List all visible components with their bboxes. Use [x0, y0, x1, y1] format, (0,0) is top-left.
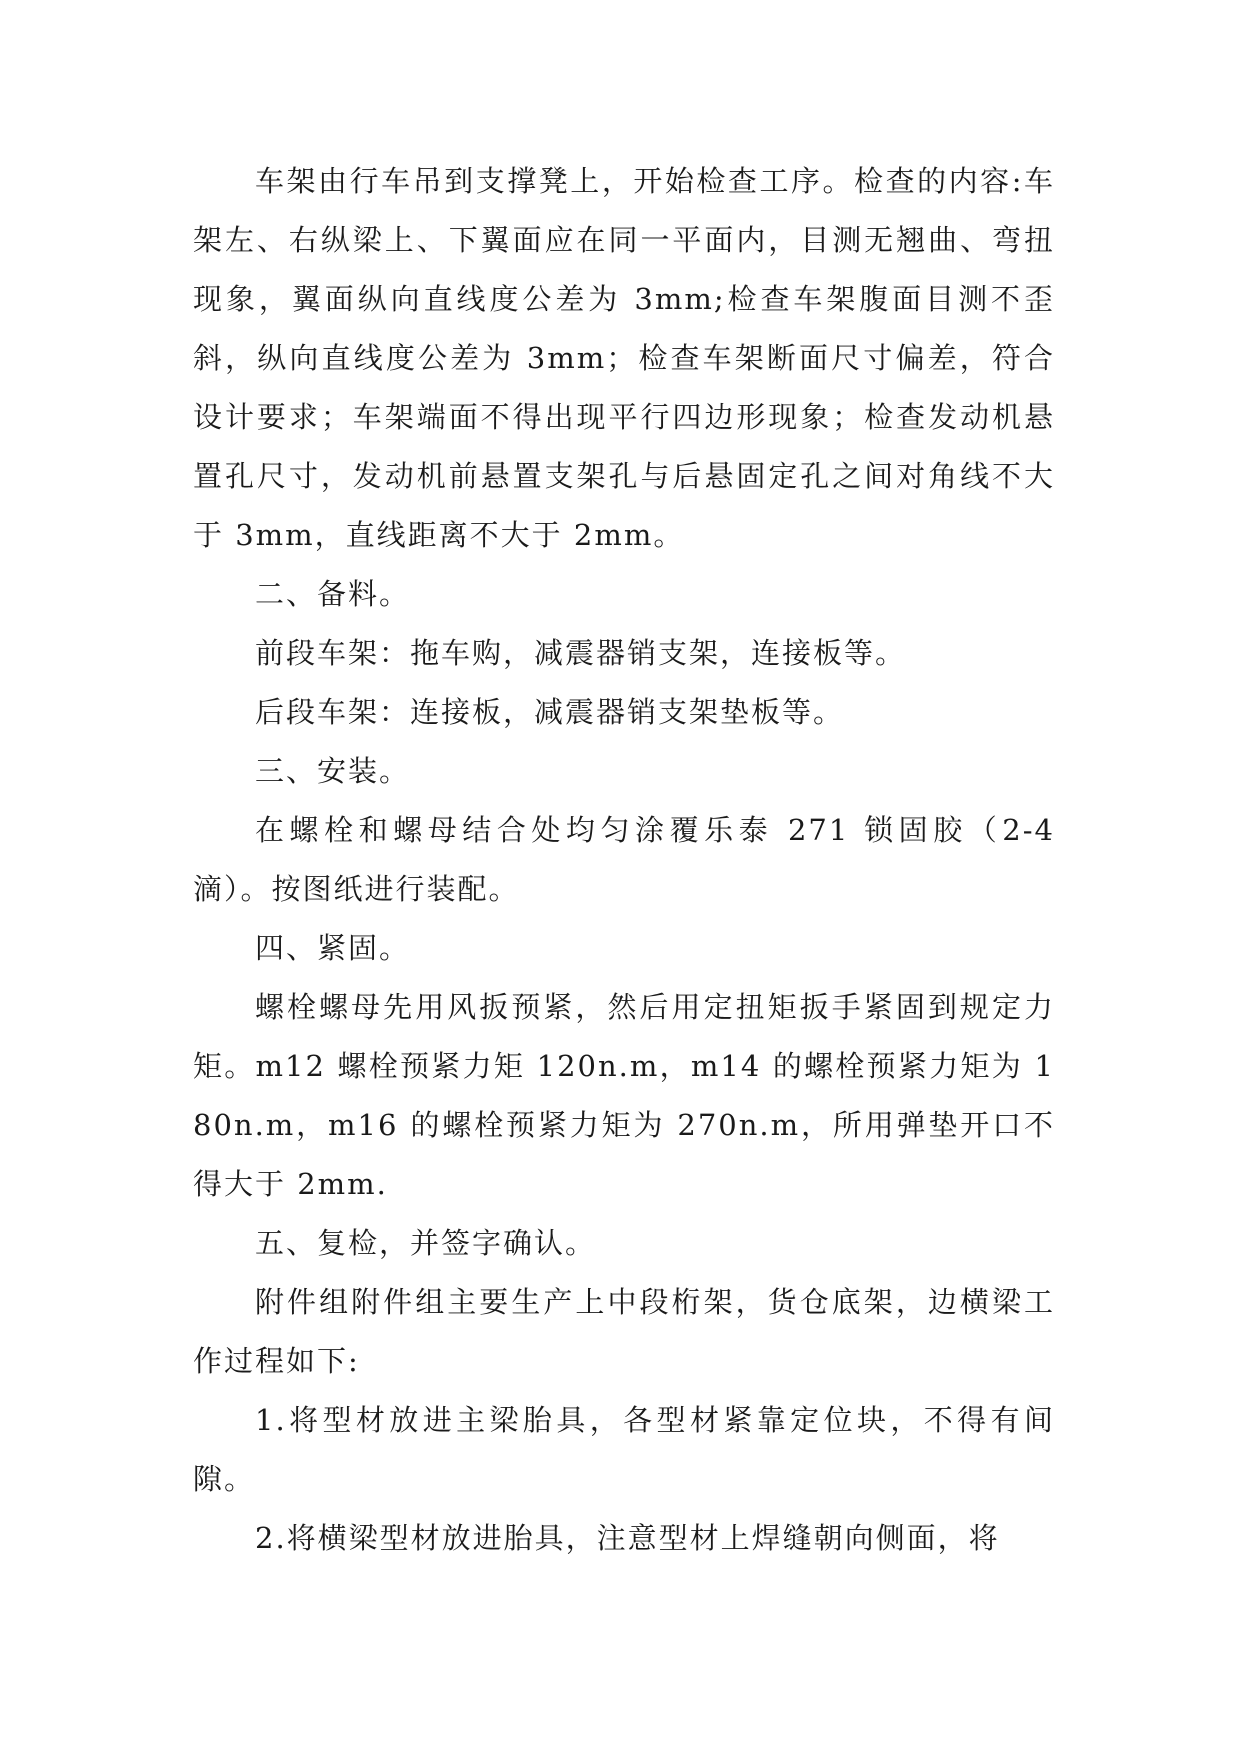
heading-fastening: 四、紧固。 — [255, 931, 411, 965]
heading-material-preparation: 二、备料。 — [255, 577, 411, 611]
paragraph-frame-inspection: 车架由行车吊到支撑凳上，开始检查工序。检查的内容:车架左、右纵梁上、下翼面应在同一平面内，目测无翘曲、弯扭现象，翼面纵向直线度公差为 3mm;检查车架腹面目测不歪斜，纵向直线度公差为 3mm；检查车架断面尺寸偏差，符合设计要求；车架端面不得出现平行四边形现象；检查发动机悬置孔尺寸，发动机前悬置支架孔与后悬固定孔之间对角线不大于 3mm，直线距离不大于 2mm。 — [193, 164, 1055, 552]
heading-reinspection: 五、复检，并签字确认。 — [255, 1226, 597, 1260]
heading-installation: 三、安装。 — [255, 754, 411, 788]
paragraph-thread-locker: 在螺栓和螺母结合处均匀涂覆乐泰 271 锁固胶（2-4 滴）。按图纸进行装配。 — [193, 813, 1055, 906]
paragraph-accessories-group: 附件组附件组主要生产上中段桁架，货仓底架，边横梁工作过程如下: — [193, 1285, 1055, 1378]
paragraph-step-2: 2.将横梁型材放进胎具，注意型材上焊缝朝向侧面，将 — [255, 1521, 1000, 1555]
paragraph-torque-specs: 螺栓螺母先用风扳预紧，然后用定扭矩扳手紧固到规定力矩。m12 螺栓预紧力矩 120n.m，m14 的螺栓预紧力矩为 180n.m，m16 的螺栓预紧力矩为 270n.m，所用弹垫开口不得大于 2mm. — [193, 990, 1055, 1201]
paragraph-front-frame: 前段车架：拖车购，减震器销支架，连接板等。 — [255, 636, 907, 670]
paragraph-step-1: 1.将型材放进主梁胎具，各型材紧靠定位块，不得有间隙。 — [193, 1403, 1055, 1496]
document-body — [193, 152, 1055, 1568]
paragraph-rear-frame: 后段车架：连接板，减震器销支架垫板等。 — [255, 695, 845, 729]
